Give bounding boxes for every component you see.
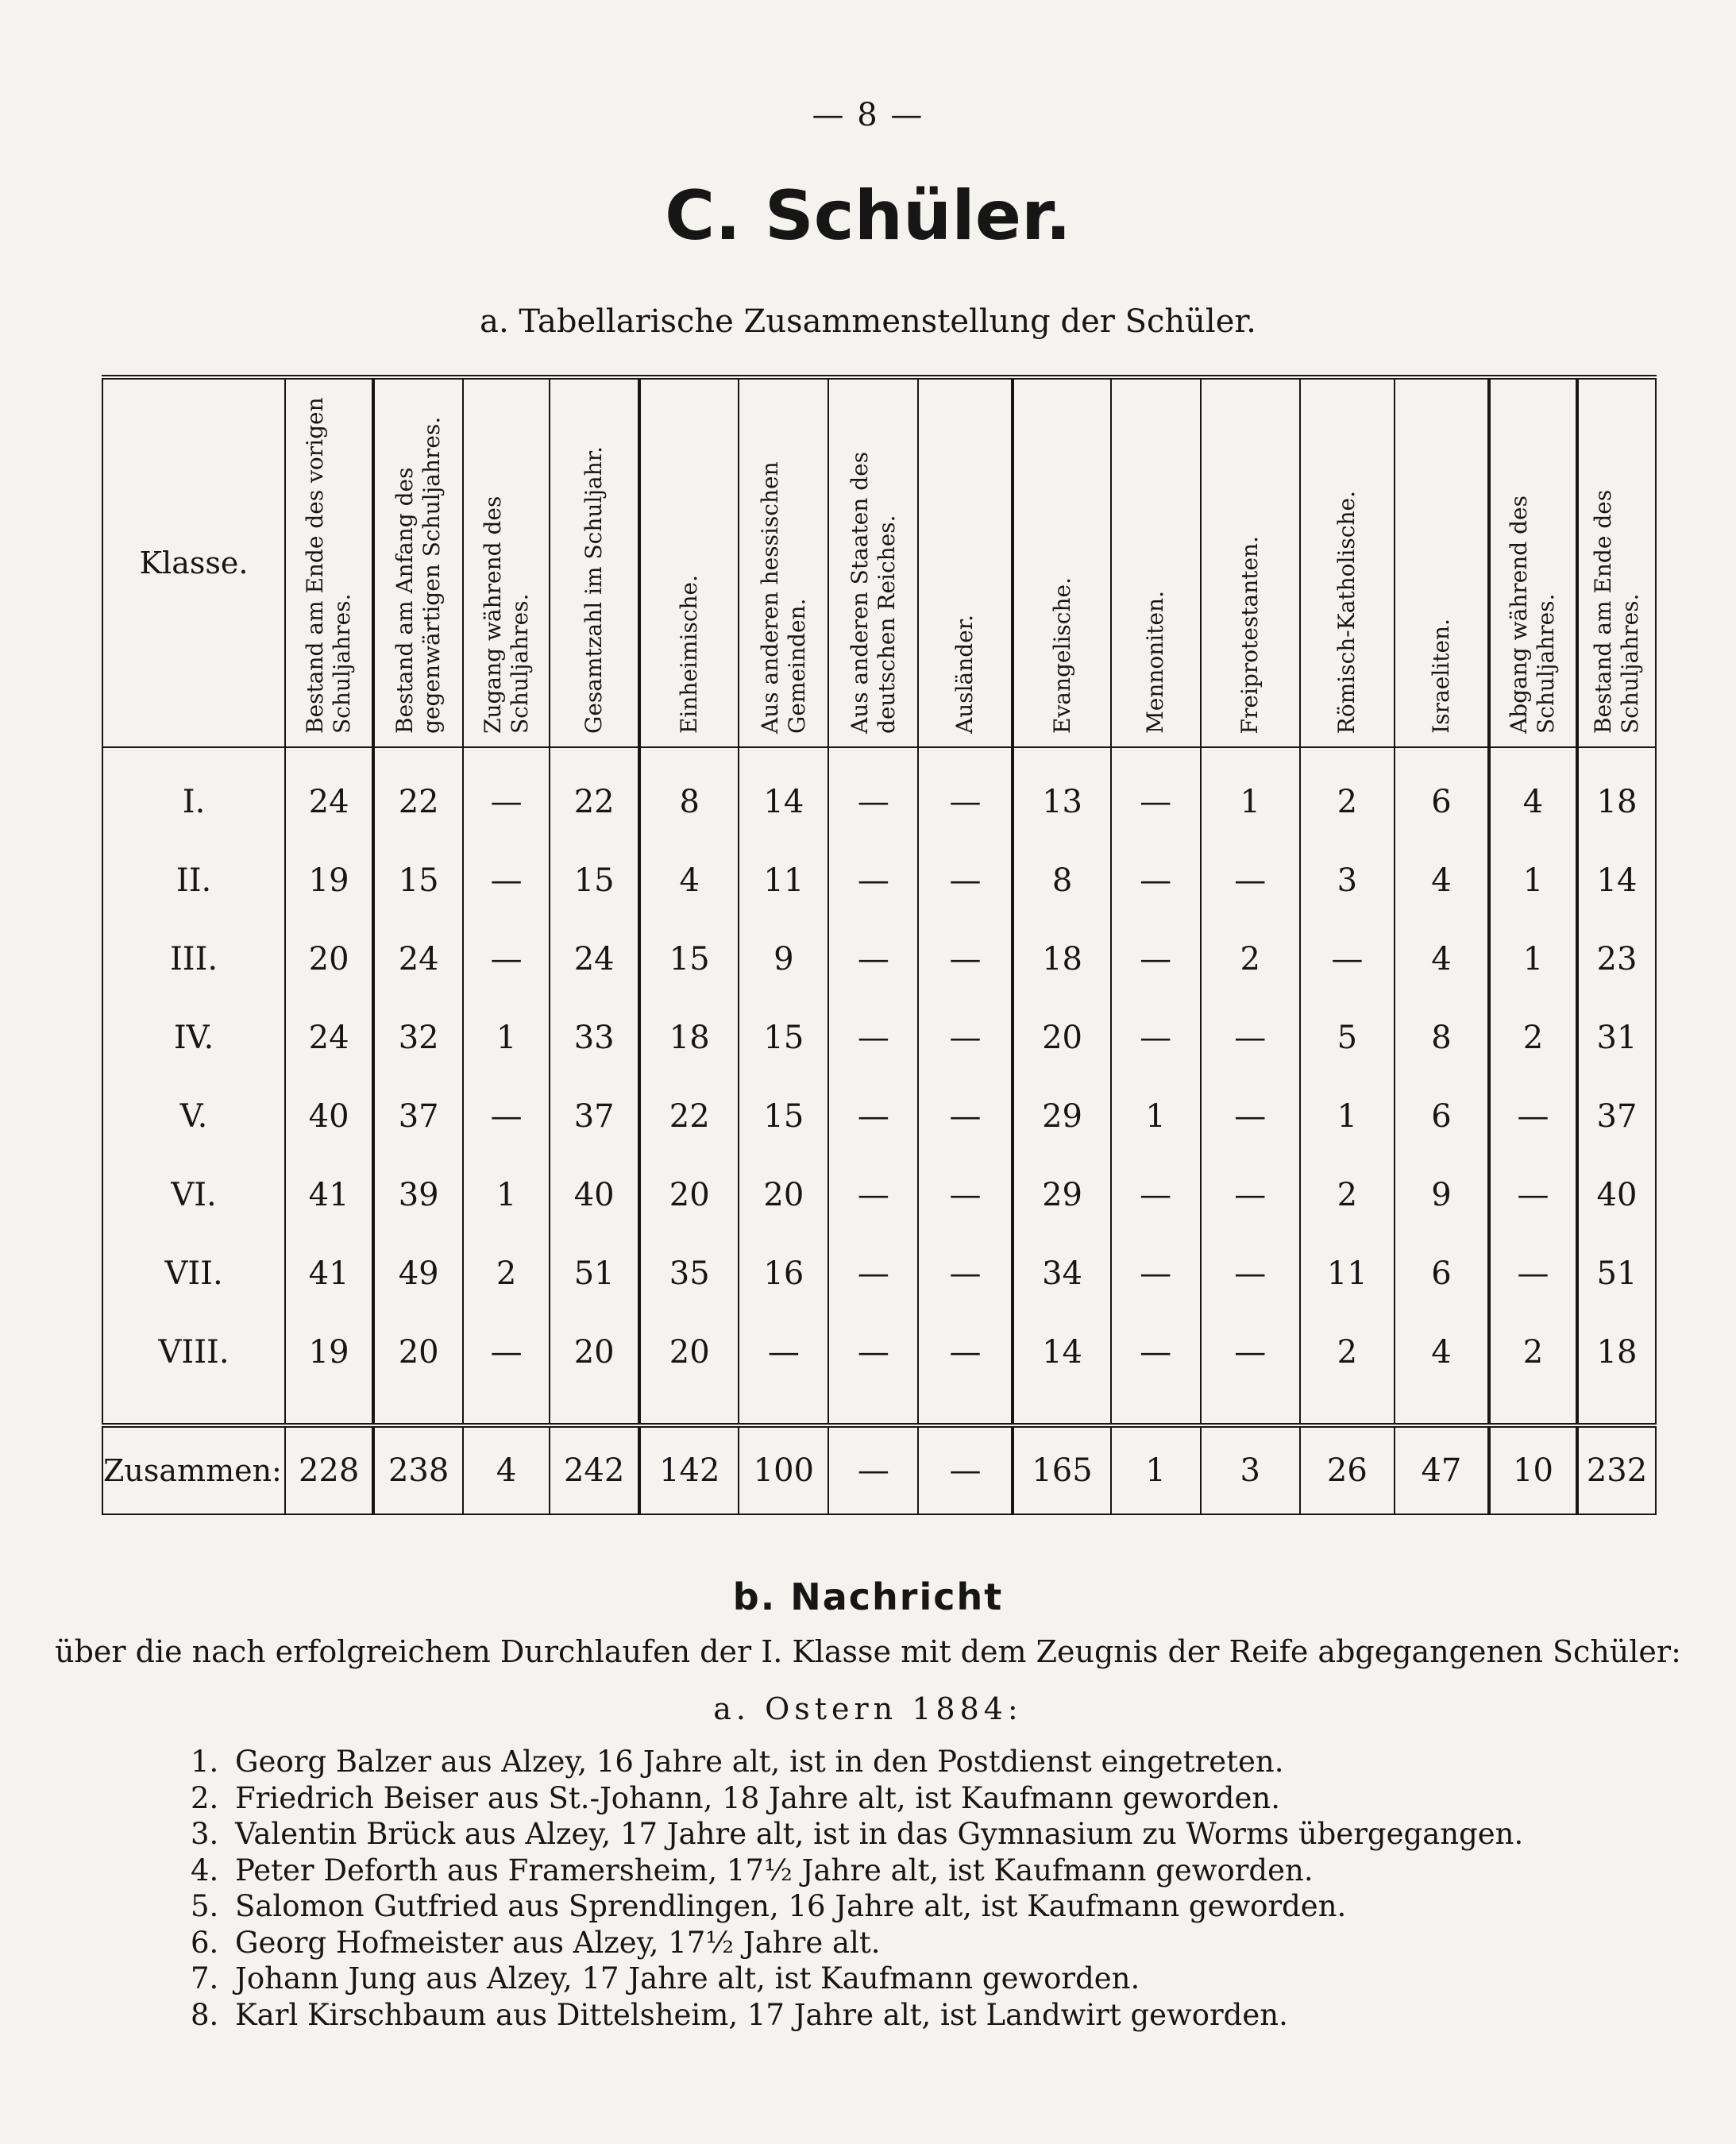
table-cell: —	[828, 1313, 918, 1391]
table-cell: 33	[550, 998, 639, 1077]
table-cell: —	[1201, 998, 1300, 1077]
spacer-cell	[1201, 1391, 1300, 1425]
table-cell: —	[1111, 998, 1201, 1077]
table-cell: 4	[463, 1425, 550, 1514]
table-cell: —	[828, 747, 918, 841]
table-cell: 15	[373, 841, 463, 920]
table-cell: —	[1489, 1155, 1577, 1234]
table-row	[102, 1077, 1656, 1155]
table-cell: 4	[1489, 747, 1577, 841]
column-header: Evangelische.	[1013, 377, 1110, 747]
table-cell: —	[1111, 841, 1201, 920]
table-cell: 1	[1300, 1077, 1395, 1155]
spacer-cell	[1489, 1391, 1577, 1425]
table-cell: 11	[739, 841, 828, 920]
table-cell: 3	[1201, 1425, 1300, 1514]
table-cell: 37	[373, 1077, 463, 1155]
table-cell: 22	[639, 1077, 739, 1155]
list-item	[191, 1888, 1699, 1925]
spacer-cell	[918, 1391, 1013, 1425]
table-cell: 4	[1395, 841, 1489, 920]
table-cell: —	[463, 1313, 550, 1391]
column-header: Römisch-Katholische.	[1300, 377, 1395, 747]
table-cell: 23	[1577, 920, 1656, 998]
table-cell: 4	[1395, 1313, 1489, 1391]
table-cell: 24	[550, 920, 639, 998]
spacer-cell	[1111, 1391, 1201, 1425]
table-cell: 51	[1577, 1234, 1656, 1313]
table-cell: —	[918, 841, 1013, 920]
table-cell: —	[918, 998, 1013, 1077]
list-item-number: 3.	[191, 1817, 219, 1851]
table-cell: 16	[739, 1234, 828, 1313]
table-cell: 20	[373, 1313, 463, 1391]
table-cell: 1	[1201, 747, 1300, 841]
spacer-cell	[1013, 1391, 1110, 1425]
row-label: II.	[102, 841, 285, 920]
table-cell: 4	[639, 841, 739, 920]
table-cell: 6	[1395, 1234, 1489, 1313]
column-header: Zugang während des Schuljahres.	[463, 377, 550, 747]
table-cell: 40	[285, 1077, 373, 1155]
table-cell: —	[918, 920, 1013, 998]
table-cell: 9	[739, 920, 828, 998]
table-cell: —	[463, 1077, 550, 1155]
list-item-text: Valentin Brück aus Alzey, 17 Jahre alt, ist in das Gymnasium zu Worms übergegangen.	[235, 1817, 1524, 1851]
table-cell: 232	[1577, 1425, 1656, 1514]
table-cell: 15	[550, 841, 639, 920]
table-cell: 47	[1395, 1425, 1489, 1514]
table-cell: 142	[639, 1425, 739, 1514]
table-cell: 31	[1577, 998, 1656, 1077]
table-cell: 228	[285, 1425, 373, 1514]
table-cell: 37	[1577, 1077, 1656, 1155]
list-item	[191, 1925, 1699, 1961]
spacer-cell	[739, 1391, 828, 1425]
nachricht-title: b. Nachricht	[732, 1575, 1004, 1618]
table-cell: 13	[1013, 747, 1110, 841]
row-label: V.	[102, 1077, 285, 1155]
table-row	[102, 747, 1656, 841]
column-header: Abgang während des Schuljahres.	[1489, 377, 1577, 747]
list-item	[191, 1853, 1699, 1889]
list-item-text: Karl Kirschbaum aus Dittelsheim, 17 Jahre alt, ist Landwirt geworden.	[235, 1997, 1288, 2032]
spacer-cell	[285, 1391, 373, 1425]
table-cell: 24	[285, 998, 373, 1077]
table-cell: —	[828, 1234, 918, 1313]
table-cell: —	[1111, 747, 1201, 841]
table-cell: 1	[1489, 841, 1577, 920]
table-cell: 20	[639, 1313, 739, 1391]
table-cell: 10	[1489, 1425, 1577, 1514]
table-cell: —	[828, 998, 918, 1077]
table-cell: 20	[639, 1155, 739, 1234]
list-item-number: 7.	[191, 1961, 219, 1996]
table-cell: 100	[739, 1425, 828, 1514]
list-item-number: 5.	[191, 1889, 219, 1923]
table-cell: —	[828, 1155, 918, 1234]
table-cell: 35	[639, 1234, 739, 1313]
table-cell: 9	[1395, 1155, 1489, 1234]
table-cell: 41	[285, 1234, 373, 1313]
table-cell: 49	[373, 1234, 463, 1313]
table-row	[102, 1313, 1656, 1391]
table-cell: 1	[463, 1155, 550, 1234]
table-cell: —	[1201, 1155, 1300, 1234]
table-cell: —	[1111, 920, 1201, 998]
table-cell: —	[918, 1234, 1013, 1313]
table-cell: 165	[1013, 1425, 1110, 1514]
table-cell: —	[918, 1425, 1013, 1514]
student-table	[102, 375, 1657, 1515]
table-cell: —	[463, 747, 550, 841]
table-cell: 32	[373, 998, 463, 1077]
table-title: a. Tabellarische Zusammenstellung der Schüler.	[480, 303, 1256, 340]
table-row	[102, 1155, 1656, 1234]
table-cell: 1	[1111, 1077, 1201, 1155]
column-header: Aus anderen Staaten des deutschen Reiches.	[828, 377, 918, 747]
table-cell: 11	[1300, 1234, 1395, 1313]
nachricht-subtitle: über die nach erfolgreichem Durchlaufen der I. Klasse mit dem Zeugnis der Reife abgegangenen Schüler:	[55, 1634, 1681, 1669]
table-row	[102, 998, 1656, 1077]
table-cell: 2	[1489, 998, 1577, 1077]
list-item-text: Salomon Gutfried aus Sprendlingen, 16 Jahre alt, ist Kaufmann geworden.	[235, 1889, 1347, 1923]
list-item-text: Georg Balzer aus Alzey, 16 Jahre alt, ist in den Postdienst eingetreten.	[235, 1745, 1284, 1779]
table-cell: —	[1201, 841, 1300, 920]
column-header: Gesamtzahl im Schuljahr.	[550, 377, 639, 747]
table-cell: 8	[639, 747, 739, 841]
table-cell: 14	[739, 747, 828, 841]
list-item-text: Peter Deforth aus Framersheim, 17½ Jahre alt, ist Kaufmann geworden.	[235, 1853, 1314, 1888]
row-label: VIII.	[102, 1313, 285, 1391]
table-cell: 24	[373, 920, 463, 998]
table-cell: 8	[1395, 998, 1489, 1077]
table-cell: 6	[1395, 1077, 1489, 1155]
table-cell: —	[463, 841, 550, 920]
table-cell: —	[828, 841, 918, 920]
row-label: III.	[102, 920, 285, 998]
list-item-number: 6.	[191, 1925, 219, 1960]
spacer-cell	[102, 1391, 285, 1425]
row-label: Zusammen:	[102, 1425, 285, 1514]
table-row	[102, 841, 1656, 920]
table-cell: 2	[1300, 1155, 1395, 1234]
table-cell: 20	[739, 1155, 828, 1234]
table-cell: 2	[1201, 920, 1300, 998]
list-item	[191, 1780, 1699, 1817]
table-cell: 8	[1013, 841, 1110, 920]
table-cell: 5	[1300, 998, 1395, 1077]
table-cell: —	[918, 1077, 1013, 1155]
table-cell: —	[1111, 1155, 1201, 1234]
column-header: Einheimische.	[639, 377, 739, 747]
table-cell: 238	[373, 1425, 463, 1514]
table-cell: 3	[1300, 841, 1395, 920]
page-number: — 8 —	[812, 97, 924, 133]
spacer-cell	[373, 1391, 463, 1425]
list-item	[191, 1744, 1699, 1780]
table-cell: 18	[1577, 1313, 1656, 1391]
table-cell: 2	[463, 1234, 550, 1313]
table-cell: —	[1201, 1313, 1300, 1391]
table-header-row	[102, 377, 1656, 747]
table-cell: 18	[1577, 747, 1656, 841]
column-header: Israeliten.	[1395, 377, 1489, 747]
table-cell: —	[1489, 1234, 1577, 1313]
table-body	[102, 747, 1656, 1425]
list-item-number: 8.	[191, 1997, 219, 2032]
spacer-cell	[1300, 1391, 1395, 1425]
table-cell: —	[463, 920, 550, 998]
list-item	[191, 1816, 1699, 1853]
spacer-cell	[1577, 1391, 1656, 1425]
row-label: VII.	[102, 1234, 285, 1313]
list-item-number: 4.	[191, 1853, 219, 1888]
table-cell: —	[1111, 1234, 1201, 1313]
row-label: I.	[102, 747, 285, 841]
table-cell: —	[828, 920, 918, 998]
spacer-cell	[463, 1391, 550, 1425]
table-cell: 18	[639, 998, 739, 1077]
table-cell: —	[1111, 1313, 1201, 1391]
table-cell: 20	[1013, 998, 1110, 1077]
table-row	[102, 1234, 1656, 1313]
list-item-text: Georg Hofmeister aus Alzey, 17½ Jahre alt.	[235, 1925, 881, 1960]
table-cell: —	[1201, 1234, 1300, 1313]
column-header: Mennoniten.	[1111, 377, 1201, 747]
table-cell: 1	[1489, 920, 1577, 998]
table-cell: 51	[550, 1234, 639, 1313]
spacer-cell	[550, 1391, 639, 1425]
column-header: Freiprotestanten.	[1201, 377, 1300, 747]
table-cell: 40	[550, 1155, 639, 1234]
table-cell: 6	[1395, 747, 1489, 841]
table-cell: —	[1489, 1077, 1577, 1155]
table-spacer-row	[102, 1391, 1656, 1425]
list-item	[191, 1961, 1699, 1997]
list-item-text: Johann Jung aus Alzey, 17 Jahre alt, ist Kaufmann geworden.	[235, 1961, 1140, 1996]
table-cell: 24	[285, 747, 373, 841]
table-cell: —	[918, 747, 1013, 841]
list-item-number: 1.	[191, 1745, 219, 1779]
table-cell: 20	[285, 920, 373, 998]
list-item-number: 2.	[191, 1780, 219, 1815]
table-cell: 37	[550, 1077, 639, 1155]
row-label: IV.	[102, 998, 285, 1077]
table-cell: —	[918, 1155, 1013, 1234]
table-cell: —	[1300, 920, 1395, 998]
table-cell: 242	[550, 1425, 639, 1514]
table-cell: 15	[639, 920, 739, 998]
student-table-container	[102, 375, 1657, 1515]
table-cell: 29	[1013, 1077, 1110, 1155]
column-header: Bestand am Ende des Schuljahres.	[1577, 377, 1656, 747]
spacer-cell	[1395, 1391, 1489, 1425]
table-cell: 2	[1300, 1313, 1395, 1391]
table-cell: —	[828, 1077, 918, 1155]
table-cell: 40	[1577, 1155, 1656, 1234]
table-cell: 29	[1013, 1155, 1110, 1234]
table-cell: 2	[1300, 747, 1395, 841]
row-label: VI.	[102, 1155, 285, 1234]
column-header: Aus anderen hessischen Gemeinden.	[739, 377, 828, 747]
table-cell: —	[828, 1425, 918, 1514]
table-cell: 2	[1489, 1313, 1577, 1391]
spacer-cell	[828, 1391, 918, 1425]
table-cell: —	[739, 1313, 828, 1391]
spacer-cell	[639, 1391, 739, 1425]
table-cell: 19	[285, 1313, 373, 1391]
table-cell: 1	[463, 998, 550, 1077]
table-row	[102, 920, 1656, 998]
ostern-heading: a. Ostern 1884:	[713, 1691, 1023, 1726]
column-header: Bestand am Ende des vorigen Schuljahres.	[285, 377, 373, 747]
list-item-text: Friedrich Beiser aus St.-Johann, 18 Jahre alt, ist Kaufmann geworden.	[235, 1780, 1280, 1815]
table-total-row	[102, 1425, 1656, 1514]
table-cell: 1	[1111, 1425, 1201, 1514]
table-cell: 41	[285, 1155, 373, 1234]
graduate-list	[191, 1744, 1699, 2033]
table-cell: —	[918, 1313, 1013, 1391]
table-cell: 39	[373, 1155, 463, 1234]
table-cell: 14	[1013, 1313, 1110, 1391]
table-cell: —	[1201, 1077, 1300, 1155]
column-header: Ausländer.	[918, 377, 1013, 747]
table-cell: 18	[1013, 920, 1110, 998]
table-cell: 22	[373, 747, 463, 841]
table-cell: 34	[1013, 1234, 1110, 1313]
column-header-klasse: Klasse.	[102, 377, 285, 747]
table-cell: 14	[1577, 841, 1656, 920]
table-cell: 4	[1395, 920, 1489, 998]
section-title: C. Schüler.	[665, 176, 1071, 256]
table-cell: 15	[739, 1077, 828, 1155]
list-item	[191, 1997, 1699, 2034]
column-header: Bestand am Anfang des gegenwärtigen Schuljahres.	[373, 377, 463, 747]
table-cell: 20	[550, 1313, 639, 1391]
table-cell: 22	[550, 747, 639, 841]
table-cell: 19	[285, 841, 373, 920]
table-cell: 26	[1300, 1425, 1395, 1514]
table-cell: 15	[739, 998, 828, 1077]
